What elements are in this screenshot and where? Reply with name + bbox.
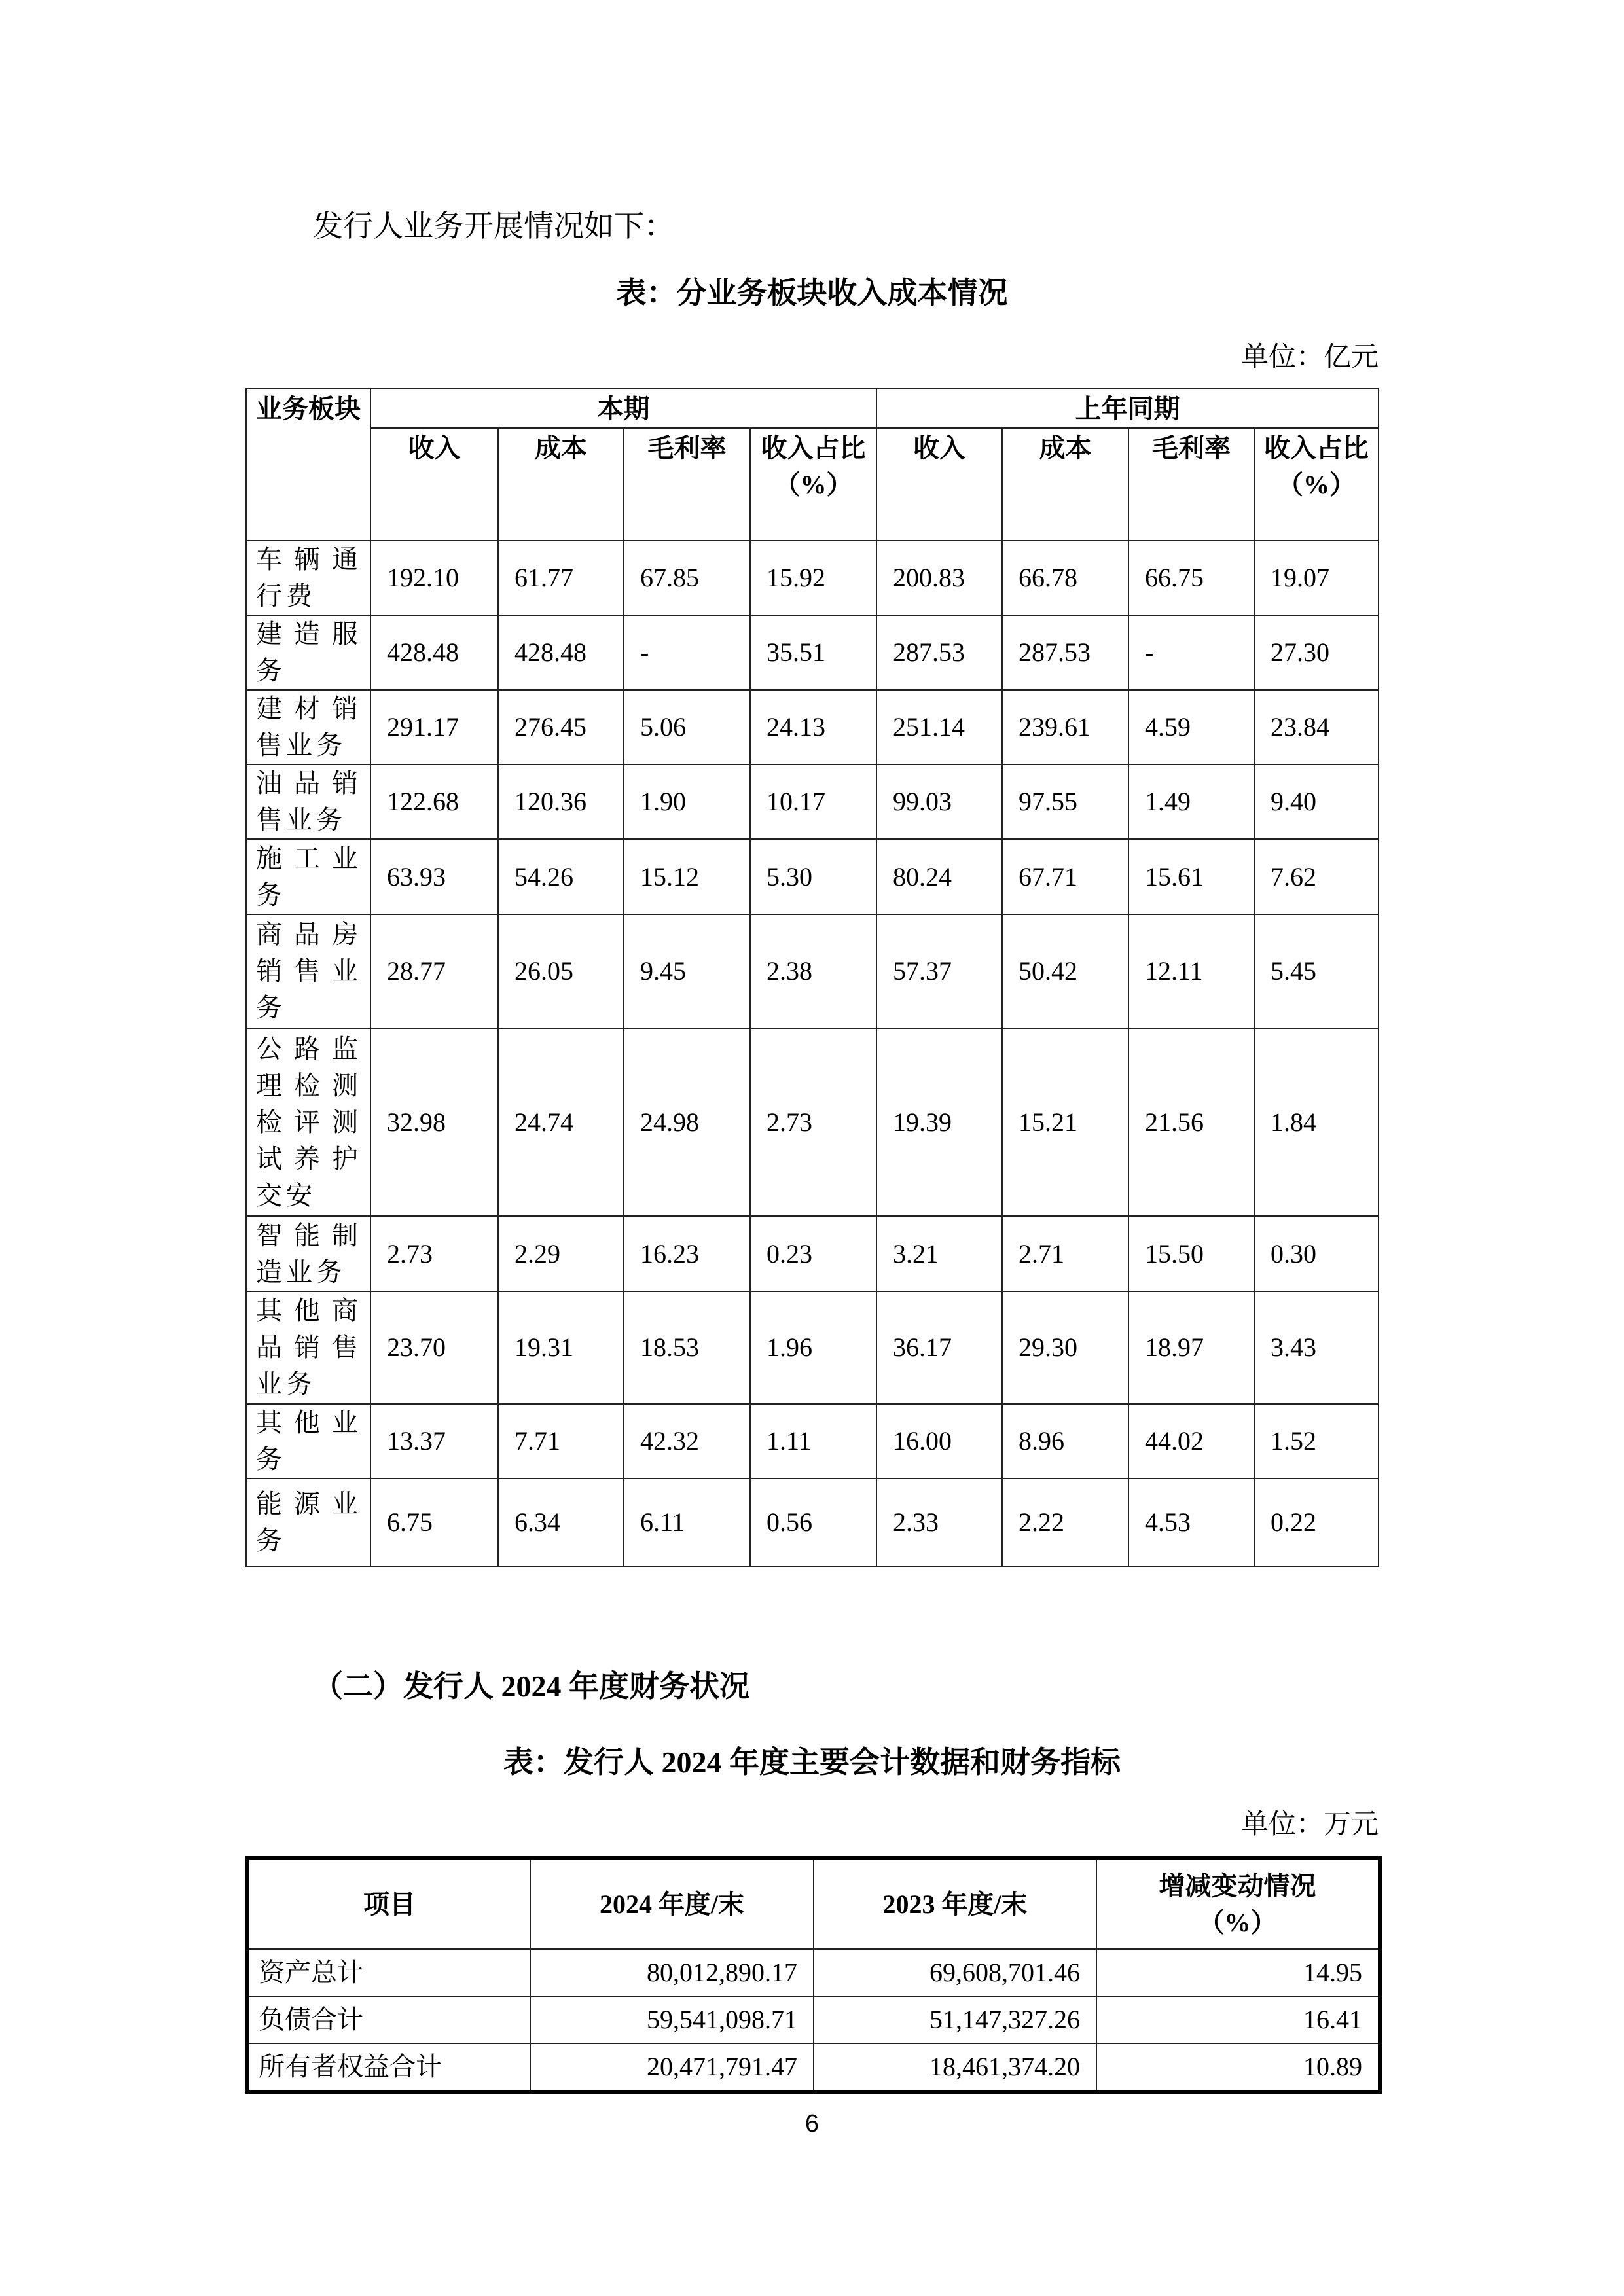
value-cell: 99.03 bbox=[876, 764, 1002, 839]
value-cell: 27.30 bbox=[1254, 615, 1379, 690]
change-percent: 16.41 bbox=[1096, 1996, 1380, 2043]
value-cell: 29.30 bbox=[1002, 1291, 1128, 1404]
value-cell: 21.56 bbox=[1128, 1028, 1254, 1216]
value-cell: 19.39 bbox=[876, 1028, 1002, 1216]
value-cell: 0.23 bbox=[750, 1216, 876, 1291]
value-cell: 24.74 bbox=[498, 1028, 624, 1216]
value-cell: 66.75 bbox=[1128, 541, 1254, 615]
value-cell: 2.71 bbox=[1002, 1216, 1128, 1291]
item-label: 所有者权益合计 bbox=[247, 2043, 530, 2092]
change-percent: 14.95 bbox=[1096, 1949, 1380, 1996]
value-cell: 28.77 bbox=[370, 914, 498, 1028]
table-row bbox=[246, 1216, 1379, 1291]
value-cell: 3.21 bbox=[876, 1216, 1002, 1291]
header-revenue: 收入 bbox=[370, 428, 498, 541]
table-row bbox=[246, 541, 1379, 615]
value-cell: - bbox=[1128, 615, 1254, 690]
value-cell: 19.31 bbox=[498, 1291, 624, 1404]
table-row bbox=[247, 1949, 1380, 1996]
table-row bbox=[246, 839, 1379, 914]
value-cell: 7.71 bbox=[498, 1404, 624, 1479]
value-cell: 16.23 bbox=[624, 1216, 750, 1291]
value-cell: 4.59 bbox=[1128, 690, 1254, 764]
segment-name: 其他业务 bbox=[246, 1404, 370, 1479]
value-cell: 251.14 bbox=[876, 690, 1002, 764]
header-item: 项目 bbox=[247, 1858, 530, 1949]
header-current-period: 本期 bbox=[370, 389, 876, 428]
value-2024: 80,012,890.17 bbox=[530, 1949, 814, 1996]
value-cell: 50.42 bbox=[1002, 914, 1128, 1028]
value-cell: 24.13 bbox=[750, 690, 876, 764]
table-row bbox=[246, 1479, 1379, 1566]
value-cell: 5.45 bbox=[1254, 914, 1379, 1028]
table2-caption: 表：发行人 2024 年度主要会计数据和财务指标 bbox=[503, 1746, 1121, 1779]
value-cell: 122.68 bbox=[370, 764, 498, 839]
header-prior-period: 上年同期 bbox=[876, 389, 1379, 428]
table-row bbox=[246, 764, 1379, 839]
value-cell: 57.37 bbox=[876, 914, 1002, 1028]
segment-table-body bbox=[246, 541, 1379, 1566]
value-cell: 32.98 bbox=[370, 1028, 498, 1216]
value-cell: 7.62 bbox=[1254, 839, 1379, 914]
value-cell: 2.29 bbox=[498, 1216, 624, 1291]
value-cell: 1.52 bbox=[1254, 1404, 1379, 1479]
change-percent: 10.89 bbox=[1096, 2043, 1380, 2092]
value-cell: 6.75 bbox=[370, 1479, 498, 1566]
header-change: 增减变动情况（%） bbox=[1096, 1858, 1380, 1949]
value-cell: 23.70 bbox=[370, 1291, 498, 1404]
table-row bbox=[246, 1028, 1379, 1216]
header-cost: 成本 bbox=[498, 428, 624, 541]
value-cell: 2.22 bbox=[1002, 1479, 1128, 1566]
header-gross-margin: 毛利率 bbox=[1128, 428, 1254, 541]
value-cell: 61.77 bbox=[498, 541, 624, 615]
value-cell: 1.90 bbox=[624, 764, 750, 839]
value-cell: 44.02 bbox=[1128, 1404, 1254, 1479]
table1-unit: 单位：亿元 bbox=[1240, 342, 1379, 372]
segment-revenue-table bbox=[245, 388, 1379, 1567]
header-revenue-share: 收入占比（%） bbox=[750, 428, 876, 541]
value-cell: 428.48 bbox=[370, 615, 498, 690]
value-cell: 18.53 bbox=[624, 1291, 750, 1404]
header-cost: 成本 bbox=[1002, 428, 1128, 541]
value-cell: 54.26 bbox=[498, 839, 624, 914]
value-cell: 15.61 bbox=[1128, 839, 1254, 914]
value-cell: 120.36 bbox=[498, 764, 624, 839]
value-cell: 200.83 bbox=[876, 541, 1002, 615]
segment-name: 公路监理检测检评测试养护交安 bbox=[246, 1028, 370, 1216]
table1-caption: 表：分业务板块收入成本情况 bbox=[616, 276, 1008, 310]
value-2024: 59,541,098.71 bbox=[530, 1996, 814, 2043]
value-cell: 6.34 bbox=[498, 1479, 624, 1566]
value-cell: 42.32 bbox=[624, 1404, 750, 1479]
table-row bbox=[246, 690, 1379, 764]
table-row bbox=[246, 1404, 1379, 1479]
value-cell: 4.53 bbox=[1128, 1479, 1254, 1566]
segment-name: 能源业务 bbox=[246, 1479, 370, 1566]
segment-name: 施工业务 bbox=[246, 839, 370, 914]
value-cell: 97.55 bbox=[1002, 764, 1128, 839]
segment-name: 商品房销售业务 bbox=[246, 914, 370, 1028]
value-cell: 15.92 bbox=[750, 541, 876, 615]
value-cell: 9.40 bbox=[1254, 764, 1379, 839]
value-cell: - bbox=[624, 615, 750, 690]
value-cell: 15.12 bbox=[624, 839, 750, 914]
value-cell: 67.85 bbox=[624, 541, 750, 615]
financial-indicators-table bbox=[245, 1856, 1382, 2094]
value-cell: 66.78 bbox=[1002, 541, 1128, 615]
value-cell: 26.05 bbox=[498, 914, 624, 1028]
segment-name: 油品销售业务 bbox=[246, 764, 370, 839]
value-cell: 276.45 bbox=[498, 690, 624, 764]
value-cell: 192.10 bbox=[370, 541, 498, 615]
value-cell: 0.22 bbox=[1254, 1479, 1379, 1566]
segment-name: 建造服务 bbox=[246, 615, 370, 690]
header-revenue-share: 收入占比（%） bbox=[1254, 428, 1379, 541]
value-cell: 0.30 bbox=[1254, 1216, 1379, 1291]
value-cell: 0.56 bbox=[750, 1479, 876, 1566]
value-cell: 18.97 bbox=[1128, 1291, 1254, 1404]
section-heading: （二）发行人 2024 年度财务状况 bbox=[313, 1670, 749, 1703]
segment-name: 建材销售业务 bbox=[246, 690, 370, 764]
value-cell: 287.53 bbox=[1002, 615, 1128, 690]
value-2023: 18,461,374.20 bbox=[814, 2043, 1096, 2092]
value-cell: 239.61 bbox=[1002, 690, 1128, 764]
segment-name: 其他商品销售业务 bbox=[246, 1291, 370, 1404]
segment-name: 智能制造业务 bbox=[246, 1216, 370, 1291]
intro-paragraph: 发行人业务开展情况如下： bbox=[313, 209, 674, 243]
value-cell: 15.50 bbox=[1128, 1216, 1254, 1291]
value-cell: 2.73 bbox=[370, 1216, 498, 1291]
value-cell: 13.37 bbox=[370, 1404, 498, 1479]
value-cell: 12.11 bbox=[1128, 914, 1254, 1028]
value-cell: 80.24 bbox=[876, 839, 1002, 914]
value-cell: 287.53 bbox=[876, 615, 1002, 690]
table2-unit: 单位：万元 bbox=[1240, 1810, 1379, 1840]
value-cell: 19.07 bbox=[1254, 541, 1379, 615]
header-segment: 业务板块 bbox=[246, 389, 370, 541]
value-cell: 23.84 bbox=[1254, 690, 1379, 764]
value-cell: 1.84 bbox=[1254, 1028, 1379, 1216]
value-2023: 69,608,701.46 bbox=[814, 1949, 1096, 1996]
header-revenue: 收入 bbox=[876, 428, 1002, 541]
value-2024: 20,471,791.47 bbox=[530, 2043, 814, 2092]
table-row bbox=[246, 914, 1379, 1028]
value-cell: 2.73 bbox=[750, 1028, 876, 1216]
value-cell: 1.11 bbox=[750, 1404, 876, 1479]
value-cell: 15.21 bbox=[1002, 1028, 1128, 1216]
value-cell: 16.00 bbox=[876, 1404, 1002, 1479]
value-cell: 36.17 bbox=[876, 1291, 1002, 1404]
table-row bbox=[246, 1291, 1379, 1404]
value-cell: 291.17 bbox=[370, 690, 498, 764]
value-cell: 67.71 bbox=[1002, 839, 1128, 914]
value-cell: 1.49 bbox=[1128, 764, 1254, 839]
value-cell: 3.43 bbox=[1254, 1291, 1379, 1404]
page-number: 6 bbox=[804, 2110, 820, 2138]
table-row bbox=[247, 2043, 1380, 2092]
header-2024: 2024 年度/末 bbox=[530, 1858, 814, 1949]
value-cell: 2.33 bbox=[876, 1479, 1002, 1566]
value-cell: 24.98 bbox=[624, 1028, 750, 1216]
value-cell: 428.48 bbox=[498, 615, 624, 690]
table-row bbox=[247, 1996, 1380, 2043]
value-2023: 51,147,327.26 bbox=[814, 1996, 1096, 2043]
value-cell: 6.11 bbox=[624, 1479, 750, 1566]
value-cell: 10.17 bbox=[750, 764, 876, 839]
value-cell: 9.45 bbox=[624, 914, 750, 1028]
value-cell: 5.06 bbox=[624, 690, 750, 764]
header-gross-margin: 毛利率 bbox=[624, 428, 750, 541]
value-cell: 8.96 bbox=[1002, 1404, 1128, 1479]
value-cell: 1.96 bbox=[750, 1291, 876, 1404]
value-cell: 2.38 bbox=[750, 914, 876, 1028]
header-2023: 2023 年度/末 bbox=[814, 1858, 1096, 1949]
segment-name: 车辆通行费 bbox=[246, 541, 370, 615]
item-label: 负债合计 bbox=[247, 1996, 530, 2043]
item-label: 资产总计 bbox=[247, 1949, 530, 1996]
value-cell: 5.30 bbox=[750, 839, 876, 914]
table-row bbox=[246, 615, 1379, 690]
value-cell: 35.51 bbox=[750, 615, 876, 690]
value-cell: 63.93 bbox=[370, 839, 498, 914]
